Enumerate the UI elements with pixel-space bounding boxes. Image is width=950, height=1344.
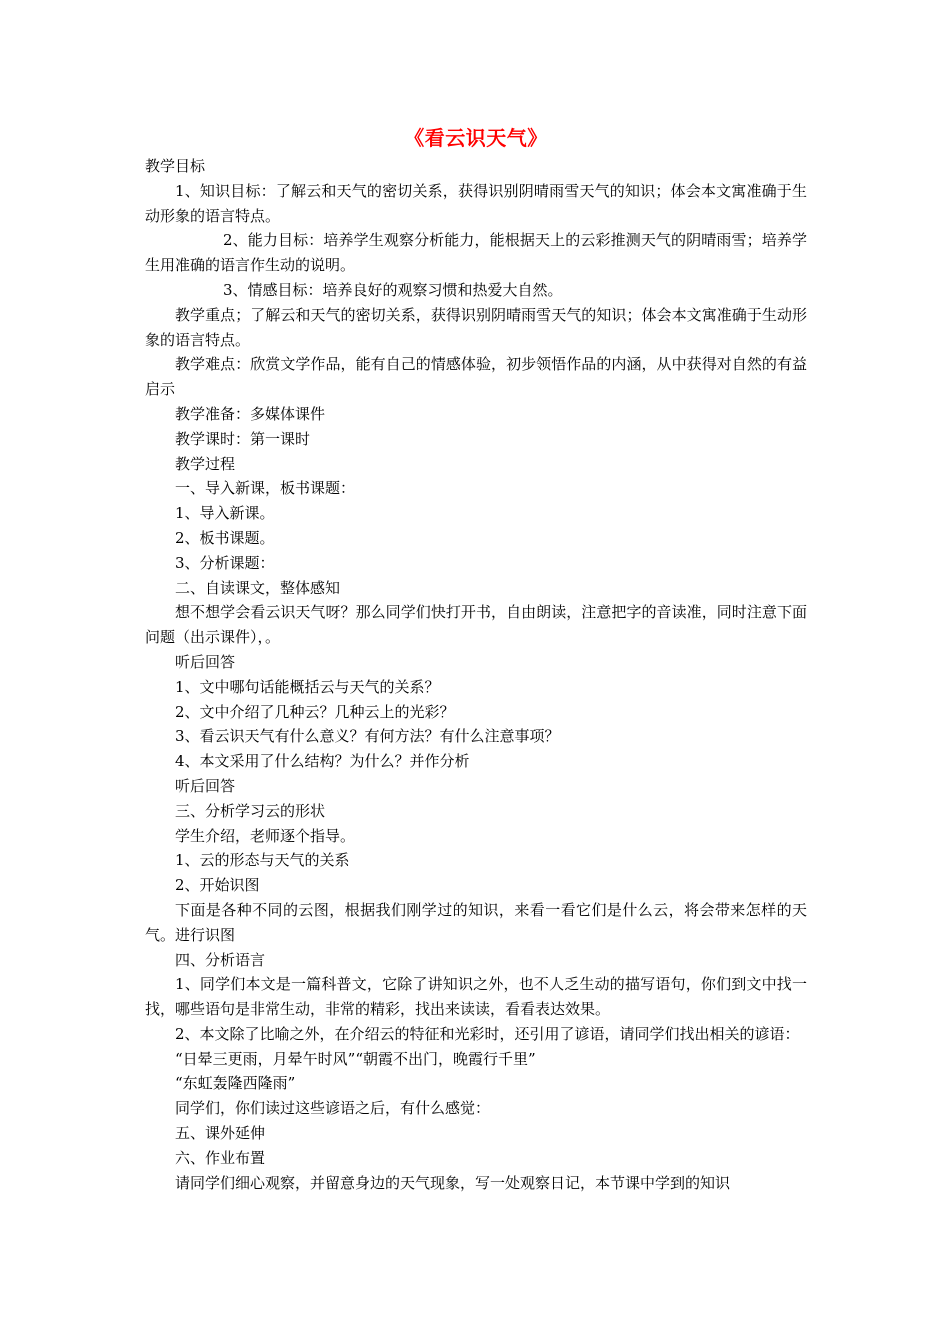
list-item: 3、分析课题： [175,553,275,572]
paragraph: 教学重点；了解云和天气的密切关系，获得识别阴晴雨雪天气的知识；体会本文寓准确于生动形象的语言特点。 [145,305,807,349]
paragraph: 1、知识目标：了解云和天气的密切关系，获得识别阴晴雨雪天气的知识；体会本文寓准确于生动形象的语言特点。 [145,181,807,225]
paragraph: 听后回答 [175,652,236,671]
list-item: 2、文中介绍了几种云？几种云上的光彩？ [175,702,455,721]
paragraph: 学生介绍，老师逐个指导。 [175,826,356,845]
document-body [145,154,807,1195]
paragraph: 请同学们细心观察，并留意身边的天气现象，写一处观察日记，本节课中学到的知识 [175,1173,731,1192]
list-item: 1、导入新课。 [175,504,275,523]
proverb-line: “东虹轰隆西隆雨” [175,1074,296,1093]
paragraph: 同学们，你们读过这些谚语之后，有什么感觉： [175,1099,491,1118]
list-item: 3、看云识天气有什么意义？有何方法？有什么注意事项？ [175,727,560,746]
section-heading: 二、自读课文，整体感知 [175,578,341,597]
paragraph: 3、情感目标：培养良好的观察习惯和热爱大自然。 [223,280,563,299]
section-heading: 教学过程 [175,454,236,473]
section-heading: 六、作业布置 [175,1148,266,1167]
section-heading: 一、导入新课，板书课题： [175,479,356,498]
paragraph: 1、同学们本文是一篇科普文，它除了讲知识之外，也不人乏生动的描写语句，你们到文中找一找，哪些语句是非常生动，非常的精彩，找出来读读，看看表达效果。 [145,975,807,1019]
section-heading: 教学目标 [145,157,206,175]
document-page [145,122,807,1195]
list-item: 4、本文采用了什么结构？为什么？并作分析 [175,752,470,771]
list-item: 2、开始识图 [175,876,260,895]
section-heading: 四、分析语言 [175,950,266,969]
proverb-line: “日晕三更雨，月晕午时风”“朝霞不出门，晚霞行千里” [175,1049,536,1068]
paragraph: 教学难点：欣赏文学作品，能有自己的情感体验，初步领悟作品的内涵，从中获得对自然的有益启示 [145,355,807,399]
paragraph: 2、能力目标：培养学生观察分析能力，能根据天上的云彩推测天气的阴晴雨雪；培养学生用准确的语言作生动的说明。 [145,231,807,275]
document-title: 《看云识天气》 [404,126,548,150]
list-item: 2、板书课题。 [175,528,275,547]
list-item: 1、云的形态与天气的关系 [175,851,350,870]
list-item: 1、文中哪句话能概括云与天气的关系？ [175,677,440,696]
paragraph: 2、本文除了比喻之外，在介绍云的特征和光彩时，还引用了谚语，请同学们找出相关的谚语： [175,1024,800,1043]
section-heading: 三、分析学习云的形状 [175,801,326,820]
paragraph: 想不想学会看云识天气呀？那么同学们快打开书，自由朗读，注意把字的音读准，同时注意下面问题（出示课件），。 [145,603,807,647]
paragraph: 听后回答 [175,776,236,795]
paragraph: 教学准备：多媒体课件 [175,404,326,423]
paragraph: 下面是各种不同的云图，根据我们刚学过的知识，来看一看它们是什么云，将会带来怎样的天气。进行识图 [145,900,807,944]
paragraph: 教学课时：第一课时 [175,429,311,448]
section-heading: 五、课外延伸 [175,1124,266,1143]
